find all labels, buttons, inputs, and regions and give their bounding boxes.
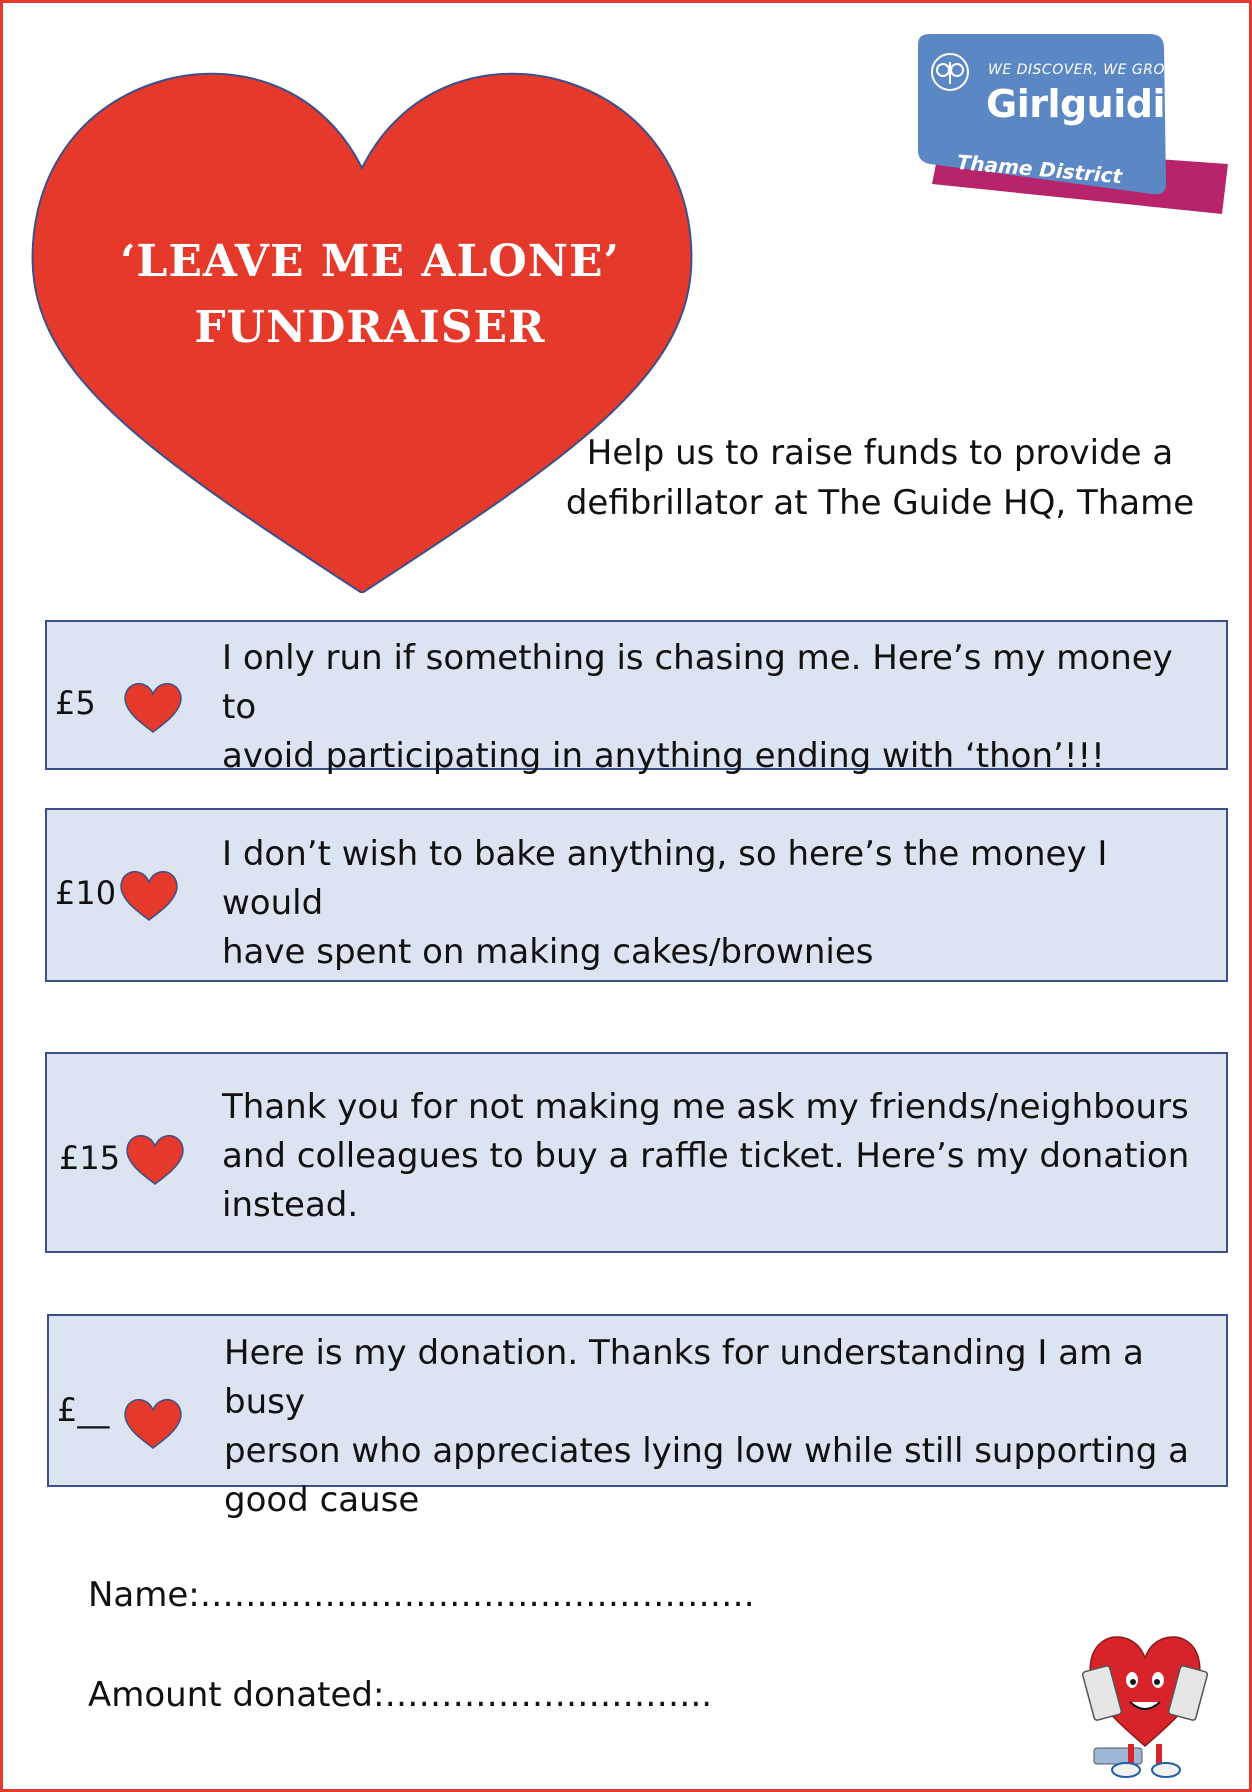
intro-line: Help us to raise funds to provide a (586, 433, 1174, 473)
description-line: person who appreciates lying low while still supporting a (224, 1431, 1189, 1471)
amount-label: £5 (55, 684, 96, 722)
description-line: Thank you for not making me ask my friends/neighbours (222, 1087, 1189, 1127)
description-line: and colleagues to buy a raffle ticket. Here’s my donation (222, 1136, 1190, 1176)
heart-icon (123, 1398, 183, 1450)
amount-label: £__ (57, 1391, 110, 1429)
heart-icon (123, 682, 183, 734)
description-line: good cause (224, 1480, 420, 1520)
donation-option-5[interactable] (45, 620, 1228, 776)
description-line: avoid participating in anything ending with ‘thon’!!! (222, 736, 1105, 776)
heart-mascot-icon (1070, 1628, 1220, 1780)
amount-label: £10 (55, 874, 117, 912)
page-title-line1: ‘LEAVE ME ALONE’ (120, 236, 620, 287)
description-line: have spent on making cakes/brownies (222, 932, 874, 972)
description-line: Here is my donation. Thanks for understanding I am a busy (224, 1333, 1144, 1422)
name-field[interactable]: Name:…………………………………………. (88, 1575, 755, 1615)
option-description (222, 1083, 1216, 1230)
logo-tagline: WE DISCOVER, WE GROW (988, 62, 1180, 78)
option-description (222, 830, 1216, 977)
heart-icon (119, 870, 179, 922)
logo-district: Thame District (955, 150, 1124, 189)
intro-line: defibrillator at The Guide HQ, Thame (565, 483, 1195, 523)
description-line: instead. (222, 1185, 359, 1225)
logo-brand: Girlguiding (986, 82, 1219, 126)
intro-text (540, 428, 1220, 528)
option-description (222, 634, 1216, 781)
donation-option-15[interactable] (45, 1052, 1228, 1253)
donation-option-custom[interactable] (47, 1314, 1228, 1520)
description-line: I only run if something is chasing me. Here’s my money to (222, 638, 1173, 727)
amount-donated-field[interactable]: Amount donated:……………………….. (88, 1675, 713, 1715)
description-line: I don’t wish to bake anything, so here’s the money I would (222, 834, 1108, 923)
option-description (224, 1329, 1216, 1525)
donation-option-10[interactable] (45, 808, 1228, 982)
amount-label: £15 (59, 1139, 121, 1177)
heart-icon (125, 1134, 185, 1186)
page-title-line2: FUNDRAISER (194, 302, 546, 353)
